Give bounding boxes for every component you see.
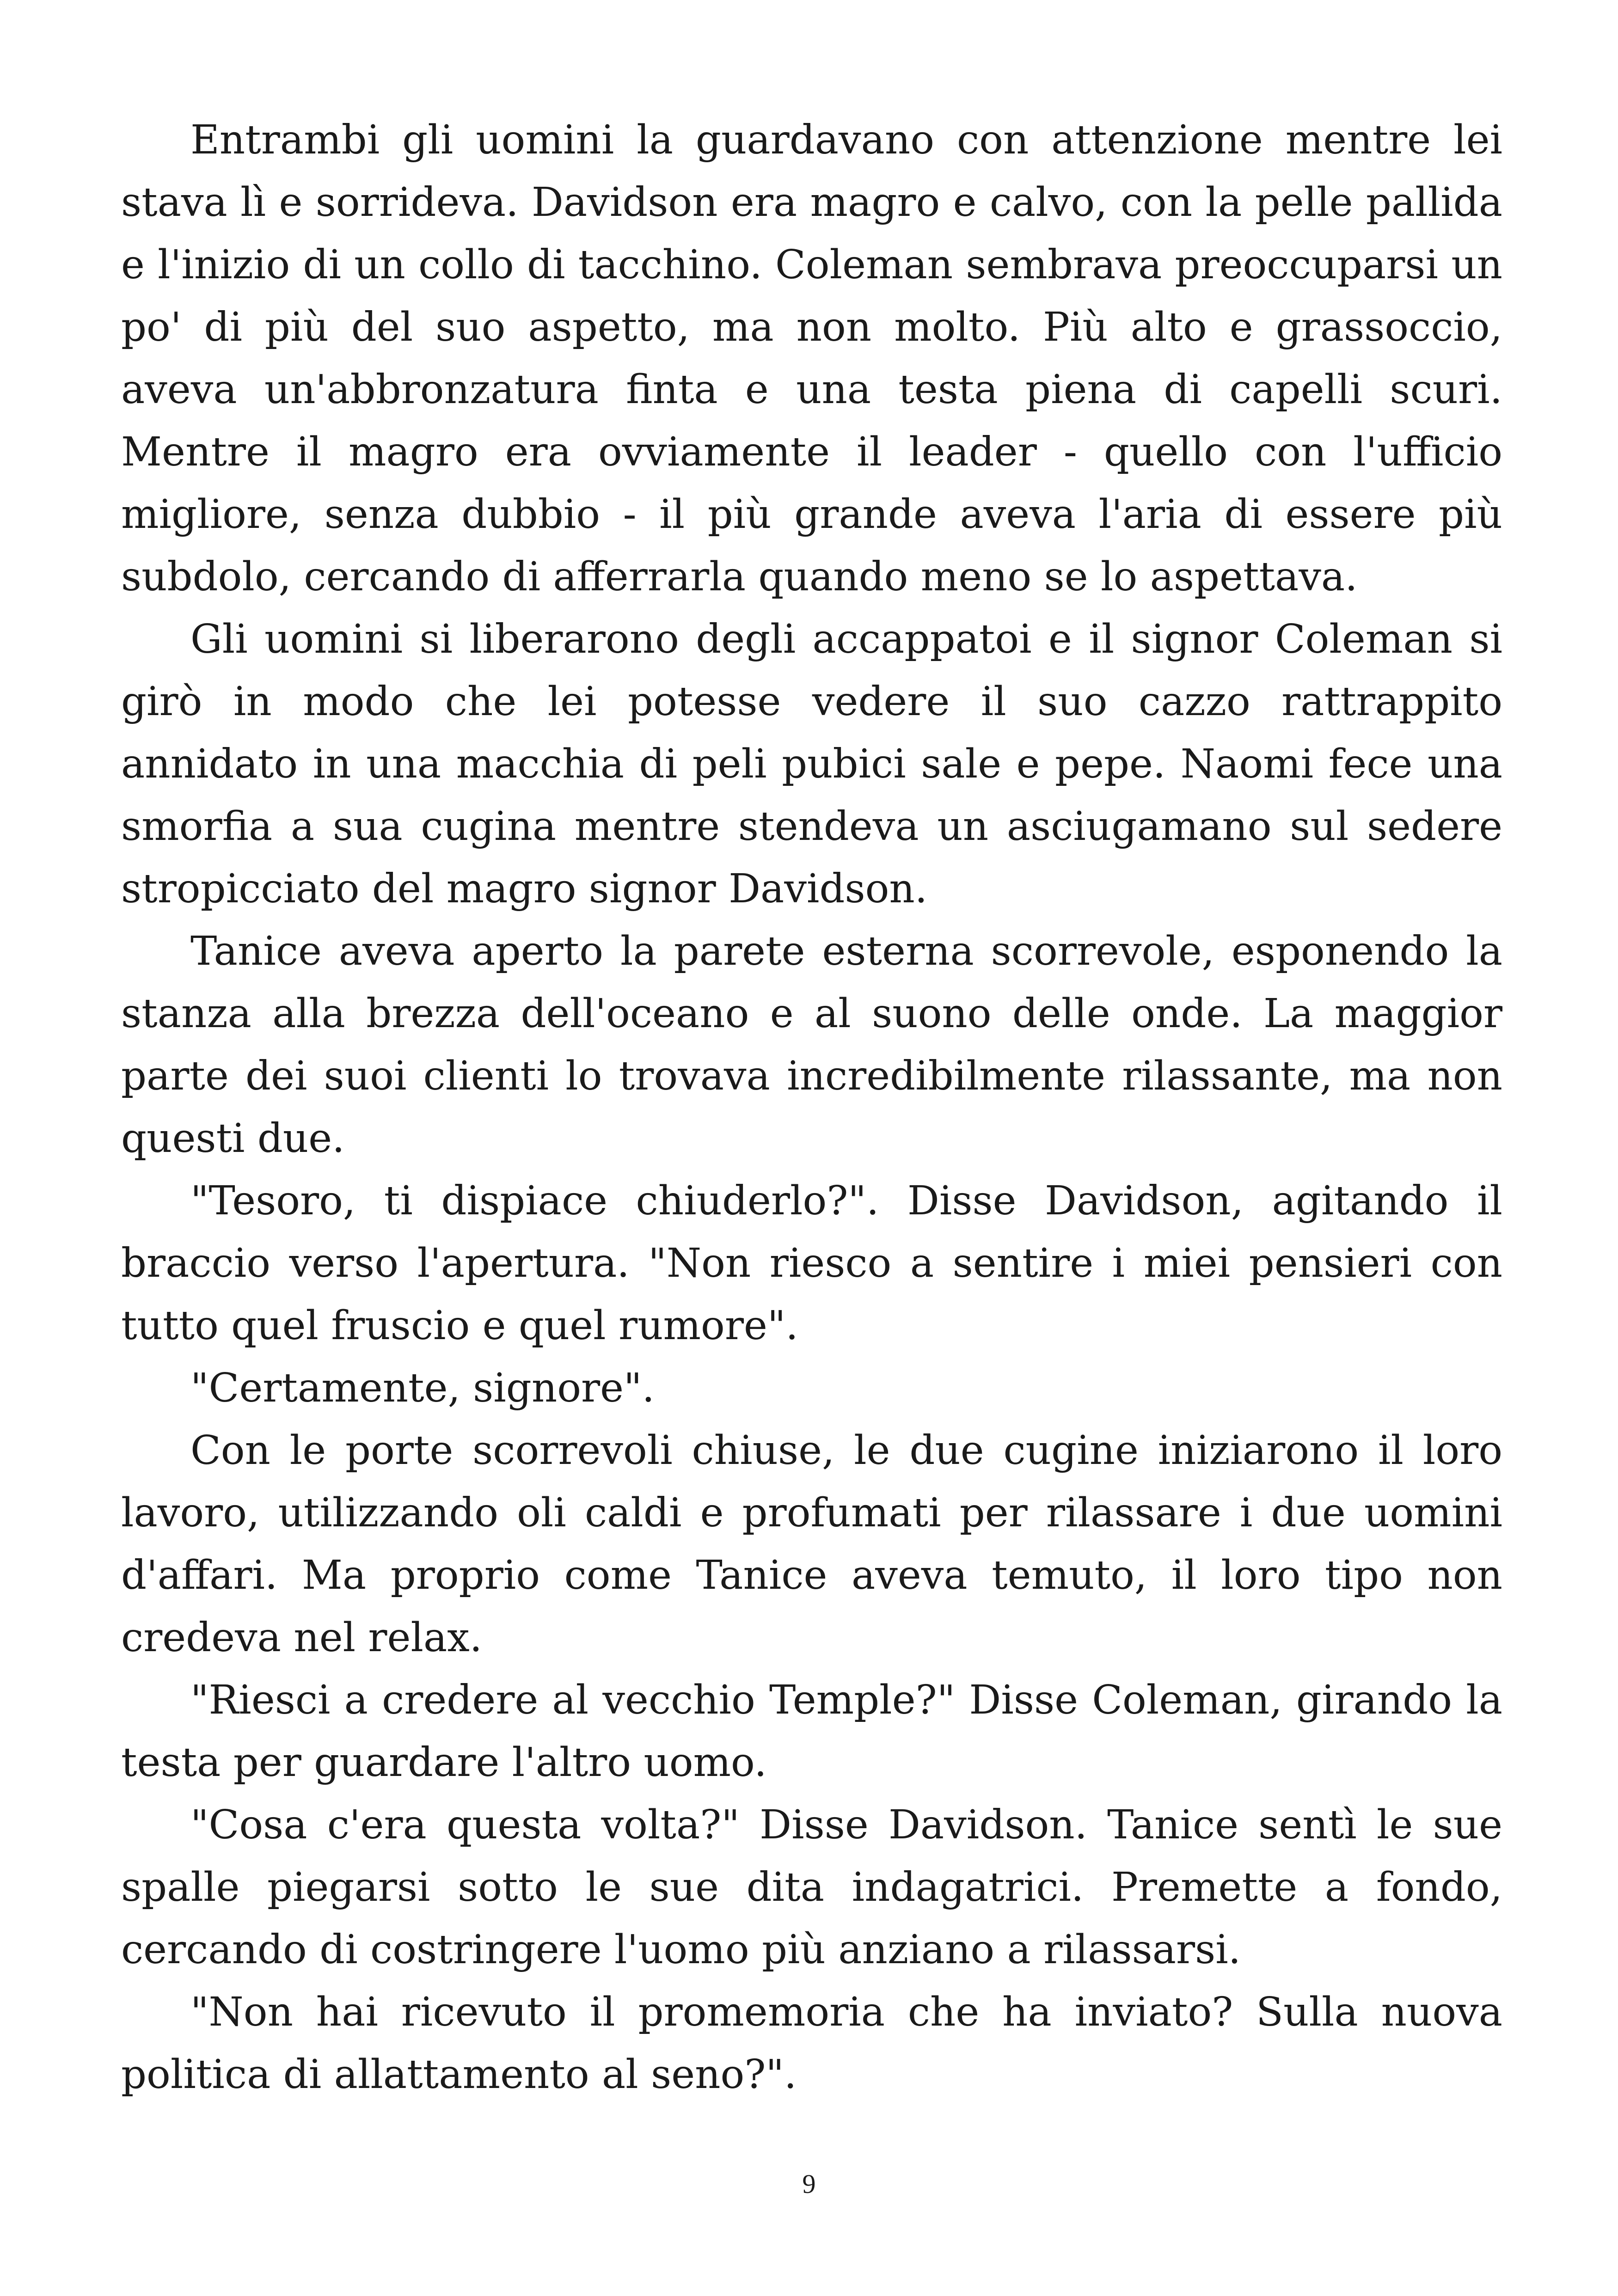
paragraph-7: "Riesci a credere al vecchio Temple?" Disse Coleman, girando la testa per guardare l'altro uomo. xyxy=(121,1677,1502,1786)
paragraph-9: "Non hai ricevuto il promemoria che ha inviato? Sulla nuova politica di allattamento al seno?". xyxy=(121,1989,1502,2098)
body-text xyxy=(121,109,1502,2106)
paragraph-2: Gli uomini si liberarono degli accappatoi e il signor Coleman si girò in modo che lei potesse vedere il suo cazzo rattrappito annidato in una macchia di peli pubici sale e pepe. Naomi fece una smorfia a sua cugina mentre stendeva un asciugamano sul sedere stropicciato del magro signor Davidson. xyxy=(121,616,1502,912)
page-number: 9 xyxy=(802,2169,816,2199)
paragraph-5: "Certamente, signore". xyxy=(190,1365,655,1411)
paragraph-8: "Cosa c'era questa volta?" Disse Davidson. Tanice sentì le sue spalle piegarsi sotto le sue dita indagatrici. Premette a fondo, cercando di costringere l'uomo più anziano a rilassarsi. xyxy=(121,1802,1502,1973)
paragraph-3: Tanice aveva aperto la parete esterna scorrevole, esponendo la stanza alla brezza dell'oceano e al suono delle onde. La maggior parte dei suoi clienti lo trovava incredibilmente rilassante, ma non questi due. xyxy=(121,928,1502,1162)
paragraph-4: "Tesoro, ti dispiace chiuderlo?". Disse Davidson, agitando il braccio verso l'apertura. "Non riesco a sentire i miei pensieri con tutto quel fruscio e quel rumore". xyxy=(121,1178,1502,1349)
paragraph-1: Entrambi gli uomini la guardavano con attenzione mentre lei stava lì e sorrideva. Davidson era magro e calvo, con la pelle pallida e l'inizio di un collo di tacchino. Coleman sembrava preoccuparsi un po' di più del suo aspetto, ma non molto. Più alto e grassoccio, aveva un'abbronzatura finta e una testa piena di capelli scuri. Mentre il magro era ovviamente il leader - quello con l'ufficio migliore, senza dubbio - il più grande aveva l'aria di essere più subdolo, cercando di afferrarla quando meno se lo aspettava. xyxy=(121,117,1502,600)
paragraph-6: Con le porte scorrevoli chiuse, le due cugine iniziarono il loro lavoro, utilizzando oli caldi e profumati per rilassare i due uomini d'affari. Ma proprio come Tanice aveva temuto, il loro tipo non credeva nel relax. xyxy=(121,1427,1502,1661)
